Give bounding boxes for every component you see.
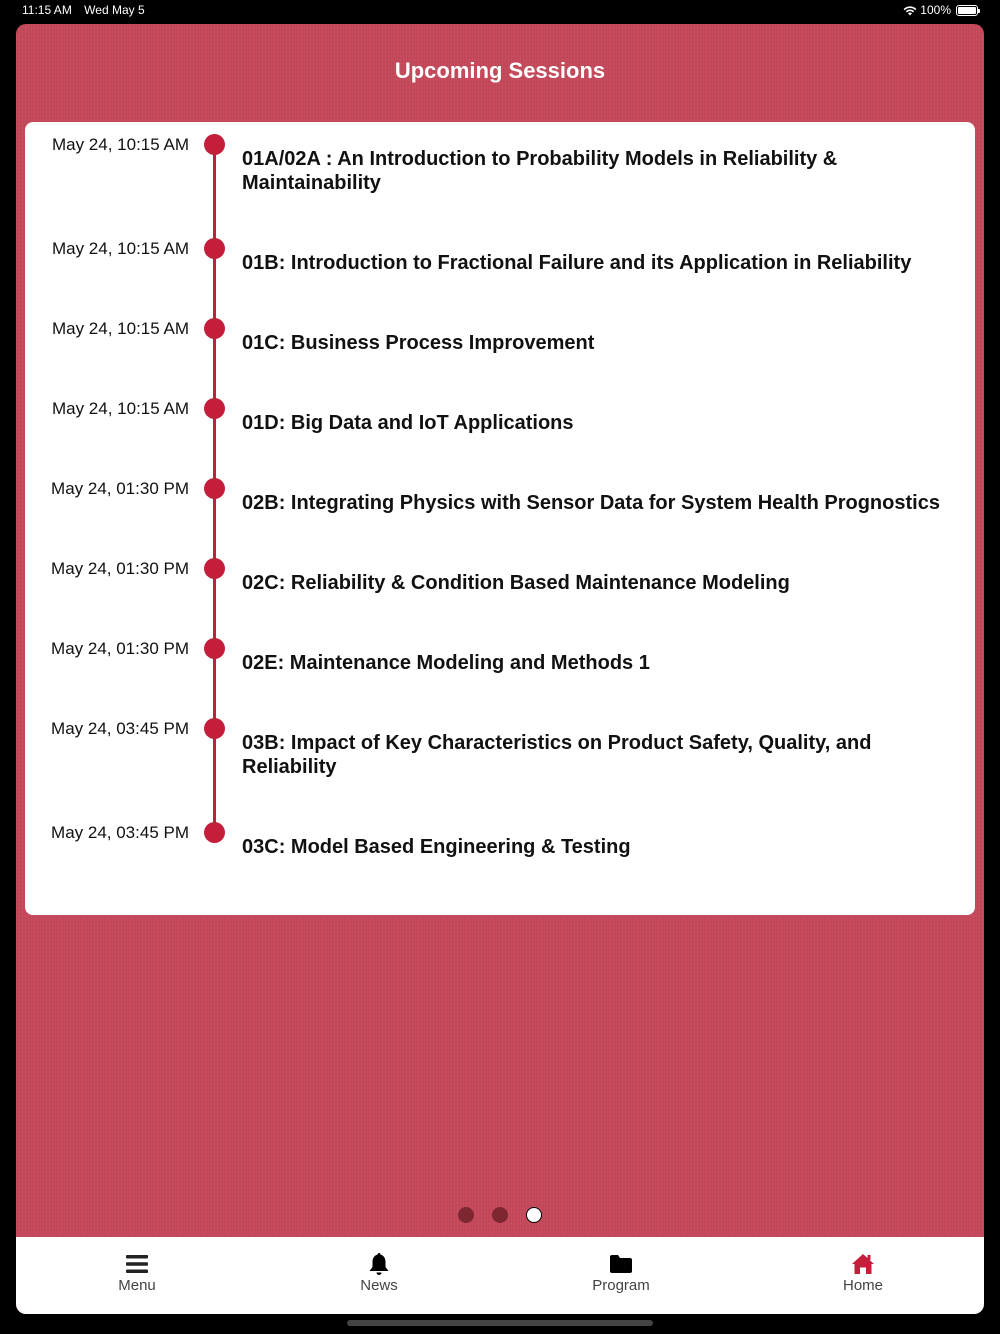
session-time: May 24, 01:30 PM xyxy=(51,559,189,578)
timeline-dot xyxy=(204,558,225,579)
tab-home[interactable] xyxy=(742,1237,984,1314)
session-time: May 24, 03:45 PM xyxy=(51,719,189,738)
session-time: May 24, 10:15 AM xyxy=(51,399,189,418)
session-time: May 24, 01:30 PM xyxy=(51,639,189,658)
timeline-dot xyxy=(204,318,225,339)
tab-bar xyxy=(16,1237,984,1314)
session-title: 01B: Introduction to Fractional Failure and its Application in Reliability xyxy=(242,252,912,274)
timeline-dot xyxy=(204,822,225,843)
menu-icon xyxy=(126,1252,148,1276)
status-date: Wed May 5 xyxy=(84,3,145,17)
tab-program-label: Program xyxy=(592,1277,650,1294)
session-time: May 24, 01:30 PM xyxy=(51,479,189,498)
bell-icon xyxy=(367,1252,391,1276)
page-indicator[interactable] xyxy=(16,1207,984,1223)
tab-menu[interactable] xyxy=(16,1237,258,1314)
status-bar xyxy=(0,0,1000,22)
timeline-dot xyxy=(204,238,225,259)
folder-icon xyxy=(609,1252,633,1276)
timeline-dot xyxy=(204,134,225,155)
session-title: 02E: Maintenance Modeling and Methods 1 xyxy=(242,652,650,674)
sessions-card xyxy=(25,122,975,915)
session-title: 01D: Big Data and IoT Applications xyxy=(242,412,574,434)
timeline-dot xyxy=(204,398,225,419)
session-title: 03B: Impact of Key Characteristics on Product Safety, Quality, and Reliability xyxy=(242,732,872,778)
page-dot[interactable] xyxy=(458,1207,474,1223)
session-title: 01C: Business Process Improvement xyxy=(242,332,595,354)
battery-percent: 100% xyxy=(920,3,951,17)
session-time: May 24, 03:45 PM xyxy=(51,823,189,842)
wifi-icon xyxy=(903,5,917,16)
session-time: May 24, 10:15 AM xyxy=(51,135,189,154)
tab-home-label: Home xyxy=(842,1277,883,1294)
timeline-dot xyxy=(204,718,225,739)
session-title: 02B: Integrating Physics with Sensor Data for System Health Prognostics xyxy=(242,492,940,514)
tab-menu-label: Menu xyxy=(118,1277,156,1294)
app-screen xyxy=(16,24,984,1314)
page-title: Upcoming Sessions xyxy=(394,58,606,83)
session-time: May 24, 10:15 AM xyxy=(51,319,189,338)
tab-news-label: News xyxy=(360,1277,398,1294)
session-time: May 24, 10:15 AM xyxy=(51,239,189,258)
page-dot[interactable] xyxy=(526,1207,542,1223)
session-title: 03C: Model Based Engineering & Testing xyxy=(242,836,631,858)
home-icon xyxy=(851,1252,875,1276)
page-dot[interactable] xyxy=(492,1207,508,1223)
timeline-dot xyxy=(204,478,225,499)
tab-program[interactable] xyxy=(500,1237,742,1314)
session-title: 02C: Reliability & Condition Based Maintenance Modeling xyxy=(242,572,790,594)
status-time: 11:15 AM xyxy=(22,3,72,17)
timeline-dot xyxy=(204,638,225,659)
battery-icon xyxy=(956,5,978,16)
session-title: 01A/02A : An Introduction to Probability Models in Reliability & Maintainability xyxy=(242,148,838,194)
home-indicator[interactable] xyxy=(347,1320,653,1326)
tab-news[interactable] xyxy=(258,1237,500,1314)
